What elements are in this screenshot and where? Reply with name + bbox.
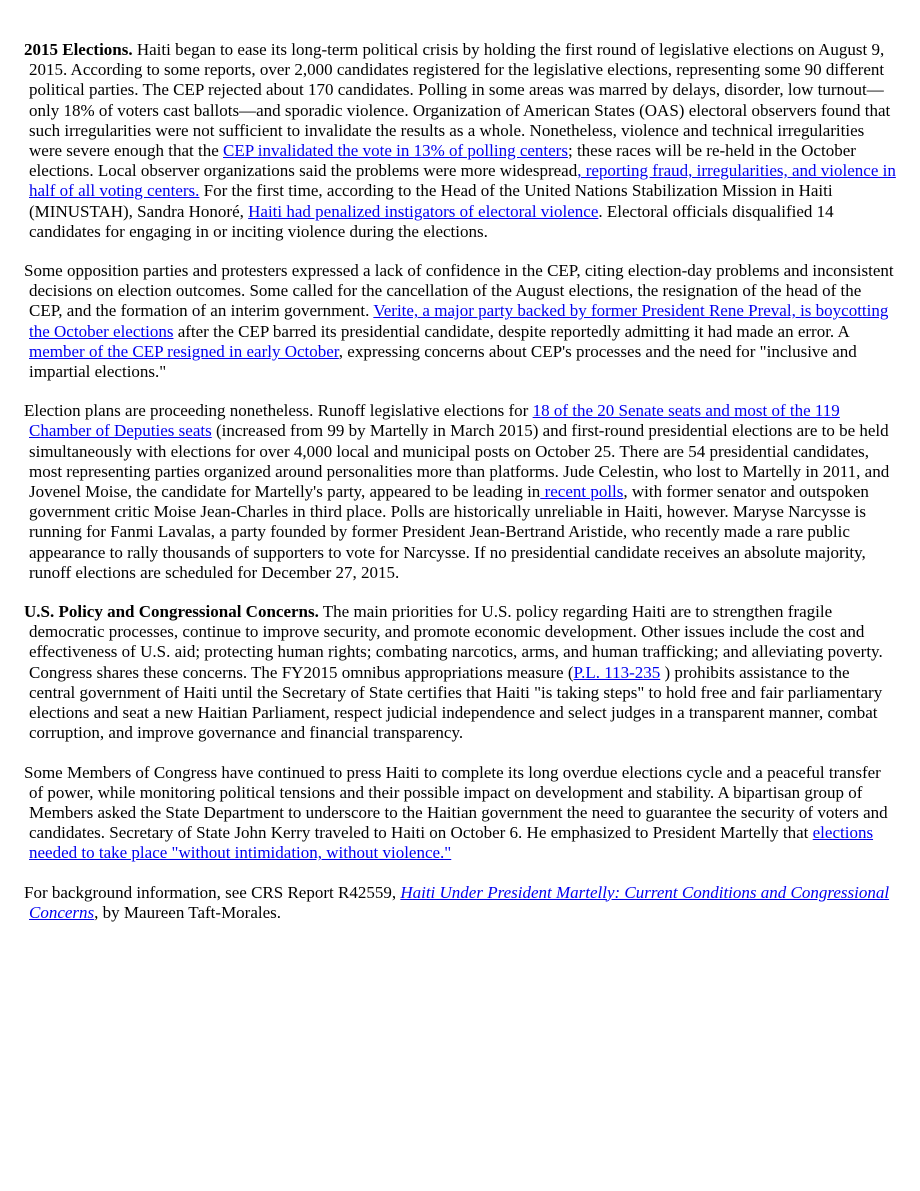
paragraph-election-plans	[24, 401, 896, 583]
section-heading-2015-elections: 2015 Elections.	[24, 40, 133, 59]
text: after the CEP barred its presidential candidate, despite reportedly admitting it had made an error. A	[173, 321, 849, 341]
report-title: Haiti Under President Martelly: Current Conditions and Congressional Concerns	[29, 882, 890, 922]
paragraph-members-of-congress	[24, 763, 896, 864]
link-senate-deputies-seats[interactable]: 18 of the 20 Senate seats and most of the 119 Chamber of Deputies seats	[29, 401, 840, 441]
text: , by Maureen Taft-Morales.	[94, 902, 282, 922]
paragraph-2015-elections	[24, 40, 896, 242]
link-elections-without-violence[interactable]: elections needed to take place "without intimidation, without violence."	[29, 823, 874, 863]
text: For background information, see CRS Report R42559,	[24, 882, 401, 902]
text: Some Members of Congress have continued to press Haiti to complete its long overdue elections cycle and a peaceful transfer of power, while monitoring political tensions and their possible impact on development and stability. A bipartisan group of Members asked the State Department to underscore to the Haitian government the need to guarantee the security of voters and candidates. Secretary of State John Kerry traveled to Haiti on October 6. He emphasized to President Martelly that	[24, 762, 888, 843]
link-verite-boycott[interactable]: Verite, a major party backed by former President Rene Preval, is boycotting the October elections	[29, 301, 889, 341]
paragraph-us-policy	[24, 602, 896, 743]
text: . Electoral officials disqualified 14 candidates for engaging in or inciting violence during the elections.	[29, 201, 834, 241]
link-cep-invalidated-vote[interactable]: CEP invalidated the vote in 13% of polling centers	[223, 141, 568, 161]
section-heading-us-policy: U.S. Policy and Congressional Concerns.	[24, 602, 319, 622]
text: Some opposition parties and protesters expressed a lack of confidence in the CEP, citing election-day problems and inconsistent decisions on election outcomes. Some called for the cancellation of the August elections, the resignation of the head of the CEP, and the formation of an interim government.	[24, 261, 894, 321]
link-cep-member-resigned[interactable]: member of the CEP resigned in early October	[29, 341, 339, 361]
text: , with former senator and outspoken government critic Moise Jean-Charles in third place. Polls are historically unreliable in Haiti, however. Maryse Narcysse is running for Fanmi Lavalas, a party founded by former President Jean-Bertrand Aristide, who recently made a rare public appearance to rally thousands of supporters to vote for Narcysse. If no presidential candidate receives an absolute majority, runoff elections are scheduled for December 27, 2015.	[29, 482, 869, 582]
text: Haiti began to ease its long-term political crisis by holding the first round of legislative elections on August 9, 2015. According to some reports, over 2,000 candidates registered for the legislative elections, representing some 90 different political parties. The CEP rejected about 170 candidates. Polling in some areas was marred by delays, disorder, low turnout—only 18% of voters cast ballots—and sporadic violence. Organization of American States (OAS) electoral observers found that such irregularities were not sufficient to invalidate the results as a whole. Nonetheless, violence and technical irregularities were severe enough that the	[29, 40, 891, 161]
text: For the first time, according to the Head of the United Nations Stabilization Mission in Haiti (MINUSTAH), Sandra Honoré,	[29, 181, 833, 221]
link-recent-polls[interactable]: recent polls	[540, 482, 624, 502]
paragraph-background-info	[24, 883, 896, 923]
paragraph-opposition	[24, 261, 896, 382]
text: (increased from 99 by Martelly in March 2015) and first-round presidential elections are to be held simultaneously with elections for over 4,000 local and municipal posts on October 25. There are 54 presidential candidates, most representing parties organized around personalities more than platforms. Jude Celestin, who lost to Martelly in 2011, and Jovenel Moise, the candidate for Martelly's party, appeared to be leading in	[29, 421, 890, 502]
link-pl-113-235[interactable]: P.L. 113-235	[573, 662, 661, 682]
text: The main priorities for U.S. policy regarding Haiti are to strengthen fragile democratic processes, continue to improve security, and promote economic development. Other issues include the cost and effectiveness of U.S. aid; protecting human rights; combating narcotics, arms, and human trafficking; and alleviating poverty. Congress shares these concerns. The FY2015 omnibus appropriations measure (	[29, 602, 883, 682]
text: ) prohibits assistance to the central government of Haiti until the Secretary of State certifies that Haiti "is taking steps" to hold free and fair parliamentary elections and seat a new Haitian Parliament, respect judicial independence and select judges in a transparent manner, combat corruption, and improve governance and financial transparency.	[29, 662, 883, 743]
text: Election plans are proceeding nonetheless. Runoff legislative elections for	[24, 401, 533, 421]
link-haiti-penalized-instigators[interactable]: Haiti had penalized instigators of electoral violence	[248, 201, 599, 221]
link-reporting-fraud[interactable]: , reporting fraud, irregularities, and violence in half of all voting centers.	[29, 161, 896, 201]
text: ; these races will be re-held in the October elections. Local observer organizations said the problems were more widespread	[29, 141, 856, 181]
text: , expressing concerns about CEP's processes and the need for "inclusive and impartial elections."	[29, 341, 857, 382]
